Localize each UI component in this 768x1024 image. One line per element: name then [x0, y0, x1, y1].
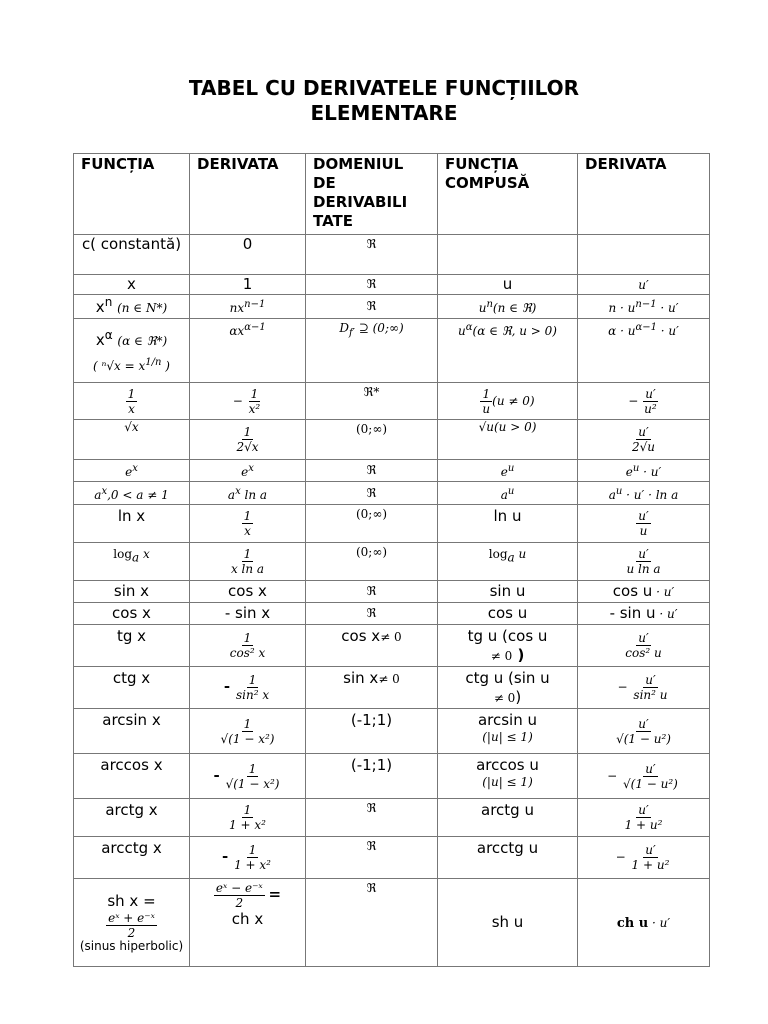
cd-base: - sin u	[609, 604, 656, 622]
cell-derivative	[190, 879, 306, 967]
fraction	[247, 387, 263, 416]
cell-domain: ℜ	[306, 482, 438, 505]
cell-derivative: cos x	[190, 581, 306, 603]
cell-composite	[438, 460, 578, 482]
cd-tail: · u′	[639, 465, 662, 479]
table-row	[74, 505, 710, 543]
cell-function	[74, 482, 190, 505]
numerator: u′	[638, 716, 649, 731]
cell-composite	[438, 383, 578, 420]
cell-derivative	[190, 799, 306, 837]
dom-tail: ⊇ (0;∞)	[354, 321, 404, 335]
cell-domain: (-1;1)	[306, 709, 438, 754]
table-row	[74, 235, 710, 275]
numerator: 1	[243, 547, 252, 561]
cf-line-2: ≠ 0	[493, 691, 516, 705]
fraction	[234, 673, 271, 702]
denominator: u	[482, 401, 491, 416]
cell-derivative	[190, 667, 306, 709]
fn-sub: a	[132, 550, 140, 565]
fraction	[630, 843, 672, 872]
fraction	[227, 803, 268, 832]
cf-line-1: tg u (cos u	[467, 627, 548, 645]
sign: −	[628, 393, 639, 408]
cell-composite	[438, 295, 578, 319]
cell-composite-derivative	[578, 460, 710, 482]
fraction	[229, 547, 266, 576]
cell-domain: ℜ	[306, 295, 438, 319]
cell-function: x	[74, 275, 190, 295]
table-row	[74, 319, 710, 383]
table-row	[74, 581, 710, 603]
fraction	[614, 717, 673, 746]
cell-derivative	[190, 505, 306, 543]
cd-base: n · u	[608, 301, 636, 315]
denominator: u ln a	[626, 562, 661, 576]
fn-exp: n	[104, 295, 113, 309]
cd-exp: u	[632, 463, 640, 474]
cell-function	[74, 460, 190, 482]
cell-derivative: 0	[190, 235, 306, 275]
table-row	[74, 799, 710, 837]
cell-derivative	[190, 837, 306, 879]
header-functia: FUNCȚIA	[74, 154, 190, 235]
cf-cond: (u > 0)	[493, 420, 537, 434]
fraction	[228, 631, 268, 660]
table-row	[74, 879, 710, 967]
d-exp: x	[248, 463, 254, 474]
cell-derivative	[190, 383, 306, 420]
fraction	[480, 387, 492, 416]
table-row	[74, 625, 710, 667]
derivatives-table	[73, 153, 710, 967]
cell-composite-derivative	[578, 420, 710, 460]
fn-exp: x	[101, 485, 108, 497]
header-compusa: FUNCȚIA COMPUSĂ	[438, 154, 578, 235]
fraction	[214, 881, 265, 910]
cell-domain: ℜ	[306, 581, 438, 603]
cell-domain: ℜ	[306, 799, 438, 837]
cf-sub: a	[507, 550, 515, 565]
numerator: 1	[243, 716, 252, 731]
sign: −	[615, 850, 626, 864]
fraction	[234, 425, 260, 454]
cell-composite-derivative	[578, 581, 710, 603]
header-derivata: DERIVATA	[190, 154, 306, 235]
equals: =	[268, 885, 282, 903]
dom-base: sin x	[343, 669, 379, 687]
d-base: nx	[229, 301, 245, 315]
fn-line-1: sh x =	[107, 892, 156, 910]
cell-derivative	[190, 754, 306, 799]
cell-composite	[438, 625, 578, 667]
cell-composite-derivative	[578, 295, 710, 319]
denominator: √(1 − u²)	[616, 731, 671, 746]
title-line-2: ELEMENTARE	[310, 101, 458, 125]
cf-cond: (n ∈ ℜ)	[492, 301, 537, 315]
table-row	[74, 603, 710, 625]
cell-function: arctg x	[74, 799, 190, 837]
d-exp: n−1	[244, 299, 266, 310]
fn-root: ( ⁿ√x = x	[93, 358, 146, 373]
cf-base: u	[458, 324, 466, 338]
d-base: e	[241, 465, 249, 479]
cell-function: tg x	[74, 625, 190, 667]
cell-composite-derivative	[578, 667, 710, 709]
numerator: 1	[243, 803, 252, 817]
cd-base: ch u	[616, 915, 649, 931]
cell-derivative	[190, 709, 306, 754]
cd-tail: · u′	[648, 915, 671, 930]
table-row	[74, 275, 710, 295]
cd-tail: · u′ · ln a	[622, 487, 679, 502]
cf-end: )	[512, 646, 525, 664]
cd-exp: u	[615, 485, 623, 497]
cd-base: cos u	[612, 582, 653, 600]
cell-composite	[438, 667, 578, 709]
cell-composite: sh u	[438, 879, 578, 967]
cell-domain: ℜ	[306, 879, 438, 967]
cell-function: arcsin x	[74, 709, 190, 754]
cell-function: arcctg x	[74, 837, 190, 879]
fn-base: a	[94, 487, 102, 502]
denominator: 1 + x²	[234, 858, 271, 872]
sign: −	[607, 768, 618, 783]
cell-composite: cos u	[438, 603, 578, 625]
cell-domain: (-1;1)	[306, 754, 438, 799]
d-tail: ch x	[231, 910, 264, 928]
cell-composite: ln u	[438, 505, 578, 543]
cell-function: √x	[74, 420, 190, 460]
fraction	[642, 387, 659, 416]
numerator: 1	[482, 386, 491, 401]
cell-function	[74, 879, 190, 967]
numerator: 1	[243, 631, 252, 645]
cell-derivative	[190, 543, 306, 581]
cf-exp: u	[507, 463, 515, 474]
denominator: x	[244, 524, 251, 538]
denominator: 2√x	[236, 440, 259, 454]
dom-tail: ≠ 0	[380, 630, 402, 644]
fraction	[126, 387, 138, 416]
cell-function	[74, 383, 190, 420]
cf-line-2: ≠ 0	[490, 649, 513, 663]
numerator: 1	[243, 509, 252, 523]
cell-composite-derivative	[578, 799, 710, 837]
fn-exp: x	[132, 463, 138, 474]
cell-function	[74, 543, 190, 581]
cell-function	[74, 295, 190, 319]
denominator: 2	[127, 926, 136, 940]
cf-cond: (u ≠ 0)	[492, 393, 535, 408]
fn-exp: α	[104, 327, 113, 342]
cell-derivative	[190, 460, 306, 482]
numerator: u′	[645, 843, 656, 857]
table-row	[74, 482, 710, 505]
cell-composite	[438, 420, 578, 460]
sign: -	[222, 847, 229, 865]
numerator: u′	[645, 386, 656, 401]
d-exp: x	[235, 485, 241, 497]
table-row	[74, 543, 710, 581]
cd-exp: α−1	[635, 322, 657, 333]
denominator: √(1 − u²)	[623, 776, 678, 791]
sign: −	[617, 680, 628, 694]
sign: -	[223, 677, 231, 695]
denominator: 1 + u²	[631, 858, 670, 872]
fraction	[224, 762, 282, 791]
cd-base: a	[608, 487, 616, 502]
cd-base: α · u	[608, 324, 636, 338]
cd-tail: · u′	[656, 324, 679, 338]
fn-tail: x	[139, 547, 150, 561]
fraction	[621, 762, 680, 791]
cell-composite	[438, 319, 578, 383]
fraction	[242, 509, 254, 538]
fn-note: (sinus hiperbolic)	[79, 939, 184, 953]
cf-exp: α	[465, 322, 473, 333]
dom-base: D	[339, 321, 349, 335]
numerator: u′	[638, 803, 649, 817]
denominator: 1 + u²	[624, 818, 663, 832]
fn-base: e	[125, 465, 133, 479]
cell-domain: ℜ	[306, 235, 438, 275]
fn-base: x	[95, 330, 105, 349]
cell-domain	[306, 319, 438, 383]
cell-composite	[438, 709, 578, 754]
fraction	[623, 631, 663, 660]
cell-composite-derivative	[578, 879, 710, 967]
cell-derivative	[190, 625, 306, 667]
sign: −	[232, 393, 243, 408]
cell-composite	[438, 482, 578, 505]
sign: -	[213, 765, 220, 784]
cell-domain	[306, 667, 438, 709]
page-title	[0, 76, 768, 126]
cf-line-1: arcsin u	[477, 711, 538, 729]
denominator: cos² x	[229, 646, 266, 660]
numerator: u′	[638, 509, 649, 523]
cell-composite-derivative	[578, 709, 710, 754]
table-row	[74, 295, 710, 319]
cell-domain: ℜ	[306, 460, 438, 482]
table-row	[74, 837, 710, 879]
cell-composite: u	[438, 275, 578, 295]
dom-base: cos x	[341, 627, 381, 645]
cell-function: c( constantă)	[74, 235, 190, 275]
cd-tail: · u′	[656, 301, 679, 315]
cf-end: )	[515, 688, 522, 706]
table-row	[74, 460, 710, 482]
table-row	[74, 420, 710, 460]
denominator: u	[639, 524, 648, 538]
denominator: sin² x	[235, 688, 270, 702]
denominator: cos² u	[625, 646, 662, 660]
fraction	[624, 547, 662, 576]
denominator: x	[128, 401, 135, 416]
table-row	[74, 754, 710, 799]
cell-derivative: 1	[190, 275, 306, 295]
cell-domain: ℜ*	[306, 383, 438, 420]
numerator: 1	[248, 761, 257, 776]
cell-composite-derivative: u′	[578, 275, 710, 295]
d-base: a	[227, 487, 236, 502]
cell-function: sin x	[74, 581, 190, 603]
d-exp: α−1	[244, 322, 266, 333]
denominator: u²	[644, 401, 657, 416]
d-base: αx	[229, 324, 245, 338]
cell-function: ctg x	[74, 667, 190, 709]
numerator: eˣ + e⁻ˣ	[108, 911, 155, 925]
numerator: u′	[638, 425, 649, 439]
cf-base: e	[500, 465, 508, 479]
numerator: u′	[645, 673, 656, 687]
table-row	[74, 667, 710, 709]
denominator: √(1 − x²)	[225, 776, 280, 791]
fraction	[106, 911, 157, 940]
cf-exp: u	[507, 485, 515, 497]
cell-composite	[438, 235, 578, 275]
cd-exp: n−1	[635, 299, 657, 310]
cell-domain: (0;∞)	[306, 505, 438, 543]
fn-cond: (n ∈ N*)	[117, 301, 168, 315]
cf-base: u	[478, 301, 487, 315]
dom-sub: f′	[348, 327, 355, 339]
cell-domain: ℜ	[306, 837, 438, 879]
numerator: 1	[127, 386, 136, 401]
fn-cond: ,0 < a ≠ 1	[107, 487, 169, 502]
cell-composite-derivative	[578, 754, 710, 799]
cell-derivative	[190, 295, 306, 319]
cell-composite-derivative	[578, 482, 710, 505]
cell-composite-derivative	[578, 625, 710, 667]
cell-domain: ℜ	[306, 603, 438, 625]
cd-tail: · u′	[655, 607, 678, 621]
cell-composite-derivative	[578, 543, 710, 581]
table-row	[74, 383, 710, 420]
denominator: 1 + x²	[229, 818, 266, 832]
fraction	[623, 803, 665, 832]
numerator: eˣ − e⁻ˣ	[215, 881, 263, 895]
cell-domain	[306, 625, 438, 667]
fn-cond: (α ∈ ℜ*)	[117, 333, 168, 348]
cell-composite: arcctg u	[438, 837, 578, 879]
cell-domain: (0;∞)	[306, 420, 438, 460]
denominator: sin² u	[633, 688, 668, 702]
cell-composite	[438, 543, 578, 581]
numerator: u′	[645, 761, 656, 776]
table-header-row	[74, 154, 710, 235]
cell-composite-derivative	[578, 603, 710, 625]
denominator: x ln a	[230, 562, 265, 576]
fraction	[232, 843, 273, 872]
cf-line-1: arccos u	[476, 756, 539, 774]
cell-composite-derivative	[578, 837, 710, 879]
denominator: 2√u	[631, 440, 655, 454]
cf-cond: (α ∈ ℜ, u > 0)	[472, 324, 557, 338]
cell-domain: ℜ	[306, 275, 438, 295]
fn-root-exp: 1/n	[145, 356, 162, 368]
fn-base: x	[95, 298, 105, 316]
cd-tail: · u′	[652, 585, 675, 599]
cf-cond: (|u| ≤ 1)	[482, 730, 533, 744]
d-tail: ln a	[240, 487, 268, 502]
denominator: √(1 − x²)	[220, 731, 275, 746]
numerator: 1	[248, 843, 257, 857]
cell-derivative	[190, 420, 306, 460]
denominator: x²	[248, 401, 261, 416]
cell-composite-derivative	[578, 505, 710, 543]
cell-function: cos x	[74, 603, 190, 625]
cf-tail: u	[514, 547, 527, 561]
cell-composite	[438, 754, 578, 799]
cell-composite-derivative	[578, 319, 710, 383]
cf-base: √u	[478, 420, 494, 434]
cell-composite: arctg u	[438, 799, 578, 837]
header-domeniul: DOMENIUL DE DERIVABILI TATE	[306, 154, 438, 235]
table-row	[74, 709, 710, 754]
denominator: 2	[235, 896, 244, 910]
dom-tail: ≠ 0	[378, 672, 400, 686]
cell-composite: sin u	[438, 581, 578, 603]
numerator: u′	[638, 547, 649, 561]
cf-line-1: ctg u (sin u	[465, 669, 550, 687]
header-derivata-compusa: DERIVATA	[578, 154, 710, 235]
fraction	[636, 509, 650, 538]
cd-base: e	[625, 465, 633, 479]
fraction	[630, 425, 657, 454]
cell-function: ln x	[74, 505, 190, 543]
cell-function	[74, 319, 190, 383]
title-line-1: TABEL CU DERIVATELE FUNCȚIILOR	[188, 76, 580, 100]
fraction	[631, 673, 669, 702]
cell-function: arccos x	[74, 754, 190, 799]
numerator: 1	[248, 673, 257, 687]
fraction	[219, 717, 277, 746]
cf-exp: n	[486, 299, 493, 310]
numerator: 1	[250, 386, 259, 401]
fn-root-end: )	[161, 358, 170, 373]
cell-composite-derivative	[578, 235, 710, 275]
numerator: 1	[243, 425, 252, 439]
cell-derivative	[190, 319, 306, 383]
cell-derivative	[190, 482, 306, 505]
cell-domain: (0;∞)	[306, 543, 438, 581]
numerator: u′	[638, 631, 649, 645]
cf-base: a	[500, 487, 508, 502]
fn-base: log	[113, 547, 132, 561]
cell-composite-derivative	[578, 383, 710, 420]
cf-base: log	[488, 547, 508, 561]
cf-cond: (|u| ≤ 1)	[482, 775, 533, 789]
cell-derivative: - sin x	[190, 603, 306, 625]
